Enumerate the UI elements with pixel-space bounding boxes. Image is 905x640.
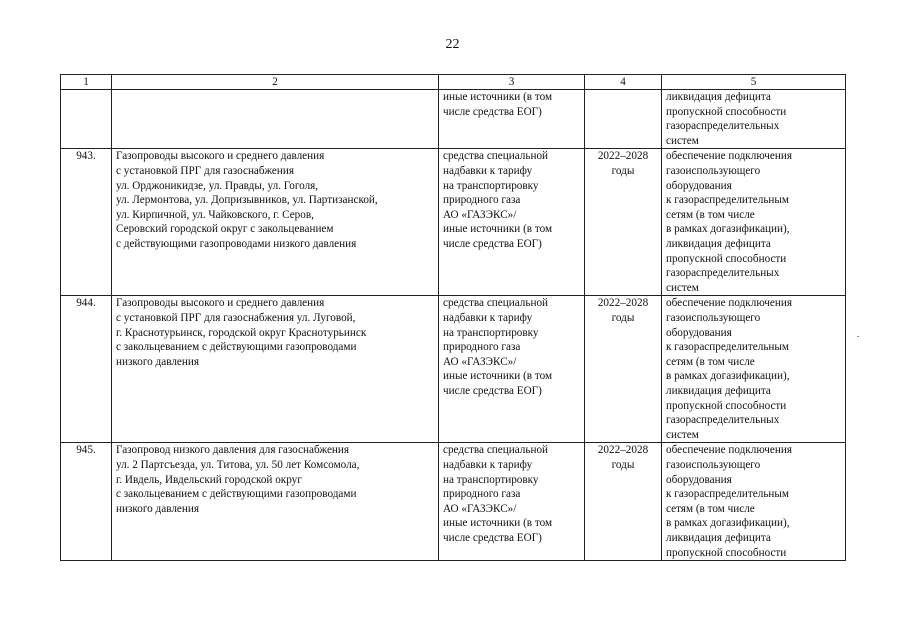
source-line: средства специальной xyxy=(443,444,549,457)
column-header-3: 3 xyxy=(439,75,585,90)
table-row xyxy=(61,296,846,443)
result-cell xyxy=(662,443,846,561)
column-header-5: 5 xyxy=(662,75,846,90)
result-line: газораспределительных xyxy=(666,120,780,133)
table-row xyxy=(61,149,846,296)
result-line: газораспределительных xyxy=(666,267,780,280)
table-row xyxy=(61,443,846,561)
page-number: 22 xyxy=(445,37,460,52)
result-line: сетям (в том числе xyxy=(666,355,755,368)
source-line: средства специальной xyxy=(443,150,549,163)
source-line: надбавки к тарифу xyxy=(443,164,533,177)
period-line: 2022–2028 xyxy=(597,150,649,163)
name-line: г. Ивдель, Ивдельский городской округ xyxy=(116,473,302,486)
period-cell xyxy=(585,90,662,149)
result-line: к газораспределительным xyxy=(666,341,790,354)
name-line: с установкой ПРГ для газоснабжения ул. Луговой, xyxy=(116,311,356,324)
result-line: пропускной способности xyxy=(666,546,787,559)
name-line: с установкой ПРГ для газоснабжения xyxy=(116,164,294,177)
row-number-cell xyxy=(61,90,112,149)
source-line: АО «ГАЗЭКС»/ xyxy=(443,355,517,368)
source-line: на транспортировку xyxy=(443,326,539,339)
period-line: 2022–2028 xyxy=(597,444,649,457)
name-line: ул. Лермонтова, ул. Допризывников, ул. Партизанской, xyxy=(116,194,378,207)
result-line: сетям (в том числе xyxy=(666,208,755,221)
name-line: с закольцеванием с действующими газопроводами xyxy=(116,488,357,501)
period-line: годы xyxy=(611,311,635,324)
result-line: в рамках догазификации), xyxy=(666,370,790,383)
result-cell xyxy=(662,296,846,443)
result-cell xyxy=(662,90,846,149)
result-line: систем xyxy=(666,428,699,441)
source-line: на транспортировку xyxy=(443,473,539,486)
row-number-cell xyxy=(61,149,112,296)
row-number: 944. xyxy=(76,297,96,310)
source-cell xyxy=(439,149,585,296)
row-number-cell xyxy=(61,443,112,561)
result-line: ликвидация дефицита xyxy=(666,237,771,250)
result-line: обеспечение подключения xyxy=(666,150,792,163)
name-line: ул. 2 Партсъезда, ул. Титова, ул. 50 лет Комсомола, xyxy=(116,458,360,471)
source-line: природного газа xyxy=(443,341,521,354)
result-line: в рамках догазификации), xyxy=(666,517,790,530)
source-line: числе средства ЕОГ) xyxy=(443,237,542,250)
result-line: газоиспользующего xyxy=(666,164,761,177)
source-line: иные источники (в том xyxy=(443,517,553,530)
name-line: г. Краснотурьинск, городской округ Краснотурьинск xyxy=(116,326,367,339)
result-line: к газораспределительным xyxy=(666,194,790,207)
name-line: Газопровод низкого давления для газоснабжения xyxy=(116,444,350,457)
name-line: с действующими газопроводами низкого давления xyxy=(116,237,357,250)
period-line: 2022–2028 xyxy=(597,297,649,310)
result-cell xyxy=(662,149,846,296)
source-line: иные источники (в том xyxy=(443,370,553,383)
name-cell xyxy=(112,296,439,443)
source-line: надбавки к тарифу xyxy=(443,458,533,471)
result-line: систем xyxy=(666,281,699,294)
period-line: годы xyxy=(611,164,635,177)
result-line: пропускной способности xyxy=(666,399,787,412)
name-cell xyxy=(112,90,439,149)
result-line: ликвидация дефицита xyxy=(666,384,771,397)
name-line: низкого давления xyxy=(116,355,200,368)
result-line: газоиспользующего xyxy=(666,458,761,471)
source-cell xyxy=(439,296,585,443)
name-cell xyxy=(112,149,439,296)
result-line: обеспечение подключения xyxy=(666,444,792,457)
result-line: в рамках догазификации), xyxy=(666,223,790,236)
source-line: средства специальной xyxy=(443,297,549,310)
column-header-2: 2 xyxy=(112,75,439,90)
result-line: пропускной способности xyxy=(666,252,787,265)
result-line: ликвидация дефицита xyxy=(666,91,771,103)
result-line: газораспределительных xyxy=(666,414,780,427)
row-number: 945. xyxy=(76,444,96,457)
source-cell xyxy=(439,90,585,149)
result-line: газоиспользующего xyxy=(666,311,761,324)
source-line: числе средства ЕОГ) xyxy=(443,105,542,118)
result-line: пропускной способности xyxy=(666,105,787,118)
source-line: природного газа xyxy=(443,194,521,207)
name-cell xyxy=(112,443,439,561)
result-line: обеспечение подключения xyxy=(666,297,792,310)
gas-pipeline-table xyxy=(60,74,846,561)
result-line: к газораспределительным xyxy=(666,488,790,501)
source-line: на транспортировку xyxy=(443,179,539,192)
result-line: сетям (в том числе xyxy=(666,502,755,515)
name-line: Газопроводы высокого и среднего давления xyxy=(116,150,325,163)
source-line: иные источники (в том xyxy=(443,223,553,236)
result-line: систем xyxy=(666,134,699,147)
source-line: АО «ГАЗЭКС»/ xyxy=(443,208,517,221)
result-line: оборудования xyxy=(666,326,732,339)
header-row xyxy=(61,75,846,90)
scan-mark xyxy=(857,336,859,337)
period-cell xyxy=(585,443,662,561)
source-line: надбавки к тарифу xyxy=(443,311,533,324)
row-number: 943. xyxy=(76,150,96,163)
name-line: Серовский городской округ с закольцеванием xyxy=(116,223,334,236)
name-line: ул. Орджоникидзе, ул. Правды, ул. Гоголя, xyxy=(116,179,319,192)
source-line: числе средства ЕОГ) xyxy=(443,531,542,544)
period-cell xyxy=(585,296,662,443)
period-cell xyxy=(585,149,662,296)
result-line: оборудования xyxy=(666,473,732,486)
table-row xyxy=(61,90,846,149)
column-header-4: 4 xyxy=(585,75,662,90)
source-line: числе средства ЕОГ) xyxy=(443,384,542,397)
name-line: низкого давления xyxy=(116,502,200,515)
source-line: АО «ГАЗЭКС»/ xyxy=(443,502,517,515)
column-header-1: 1 xyxy=(61,75,112,90)
period-line: годы xyxy=(611,458,635,471)
row-number-cell xyxy=(61,296,112,443)
result-line: ликвидация дефицита xyxy=(666,531,771,544)
source-line: природного газа xyxy=(443,488,521,501)
source-cell xyxy=(439,443,585,561)
name-line: с закольцеванием с действующими газопроводами xyxy=(116,341,357,354)
result-line: оборудования xyxy=(666,179,732,192)
name-line: Газопроводы высокого и среднего давления xyxy=(116,297,325,310)
name-line: ул. Кирпичной, ул. Чайковского, г. Серов, xyxy=(116,208,314,221)
source-line: иные источники (в том xyxy=(443,91,553,103)
